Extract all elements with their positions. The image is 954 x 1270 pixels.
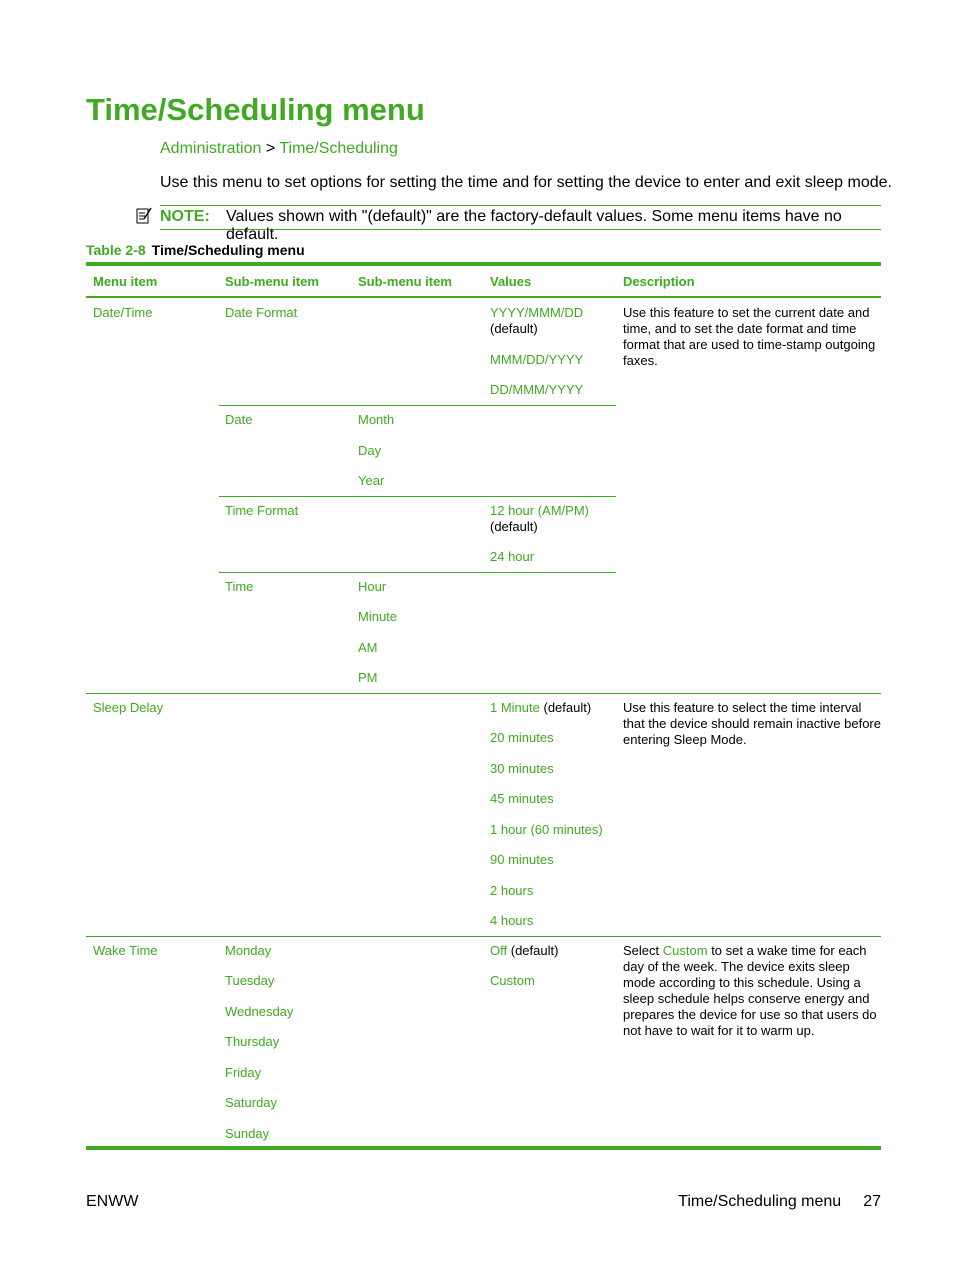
note-icon: [136, 207, 153, 225]
note-box: [160, 205, 881, 243]
submenu-month[interactable]: Month: [358, 412, 395, 427]
column-header-menu-item: Menu item: [93, 274, 158, 289]
submenu-minute[interactable]: Minute: [358, 609, 398, 624]
column-header-sub-menu-item-2: Sub-menu item: [358, 274, 452, 289]
description-sleep-delay: Use this feature to select the time interval that the device should remain inactive before entering Sleep Mode.: [623, 700, 881, 747]
description-text: Select: [623, 943, 660, 958]
column-header-description: Description: [623, 274, 695, 289]
footer-section: Time/Scheduling menu: [678, 1193, 842, 1210]
table-caption: [86, 242, 305, 258]
intro-paragraph: Use this menu to set options for setting the time and for setting the device to enter and exit sleep mode.: [160, 174, 892, 191]
submenu-day[interactable]: Day: [358, 443, 382, 458]
value-20-minutes[interactable]: 20 minutes: [490, 730, 554, 745]
row-divider: [86, 936, 881, 937]
default-marker: (default): [490, 519, 538, 534]
submenu-date-format[interactable]: Date Format: [225, 305, 298, 320]
submenu-sunday[interactable]: Sunday: [225, 1126, 270, 1141]
submenu-time[interactable]: Time: [225, 579, 254, 594]
value-link[interactable]: 1 Minute: [490, 700, 540, 715]
menu-item-date-time[interactable]: Date/Time: [93, 305, 153, 320]
footer-left: ENWW: [86, 1193, 139, 1210]
value-off: [490, 943, 558, 959]
row-divider: [219, 572, 616, 573]
table-title: Time/Scheduling menu: [151, 242, 305, 258]
description-text: to set a wake time for each day of the week. The device exits sleep mode according to this schedule. Using a sleep schedule helps conserve energy and prepares the device for use so that users do not have to wait for it to warm up.: [623, 943, 877, 1038]
breadcrumb-link-time-scheduling[interactable]: Time/Scheduling: [279, 140, 398, 157]
header-bottom-rule: [86, 296, 881, 298]
breadcrumb-separator: >: [265, 140, 276, 157]
value-12-hour: [490, 503, 589, 535]
note-label: NOTE:: [160, 208, 210, 225]
value-4-hours[interactable]: 4 hours: [490, 913, 534, 928]
menu-item-wake-time[interactable]: Wake Time: [93, 943, 158, 958]
value-2-hours[interactable]: 2 hours: [490, 883, 534, 898]
row-divider: [219, 496, 616, 497]
value-45-minutes[interactable]: 45 minutes: [490, 791, 554, 806]
submenu-date[interactable]: Date: [225, 412, 253, 427]
value-dd-mmm-yyyy[interactable]: DD/MMM/YYYY: [490, 382, 584, 397]
default-marker: (default): [543, 700, 592, 715]
value-link[interactable]: YYYY/MMM/DD: [490, 305, 584, 320]
value-link[interactable]: 12 hour (AM/PM): [490, 503, 589, 518]
value-mmm-dd-yyyy[interactable]: MMM/DD/YYYY: [490, 352, 584, 367]
breadcrumb-link-administration[interactable]: Administration: [160, 140, 262, 157]
row-divider: [86, 693, 881, 694]
submenu-pm[interactable]: PM: [358, 670, 378, 685]
breadcrumb: [160, 139, 398, 159]
value-custom[interactable]: Custom: [490, 973, 535, 988]
submenu-wednesday[interactable]: Wednesday: [225, 1004, 294, 1019]
value-30-minutes[interactable]: 30 minutes: [490, 761, 554, 776]
submenu-monday[interactable]: Monday: [225, 943, 272, 958]
page-title: Time/Scheduling menu: [86, 92, 425, 127]
submenu-year[interactable]: Year: [358, 473, 385, 488]
column-header-values: Values: [490, 274, 532, 289]
submenu-thursday[interactable]: Thursday: [225, 1034, 280, 1049]
table-top-rule: [86, 262, 881, 266]
value-90-minutes[interactable]: 90 minutes: [490, 852, 554, 867]
table-bottom-rule: [86, 1146, 881, 1150]
note-text: Values shown with "(default)" are the factory-default values. Some menu items have no default.: [226, 208, 842, 243]
footer-right: [678, 1193, 881, 1211]
menu-item-sleep-delay[interactable]: Sleep Delay: [93, 700, 164, 715]
submenu-am[interactable]: AM: [358, 640, 378, 655]
value-1-hour[interactable]: 1 hour (60 minutes): [490, 822, 603, 837]
value-link[interactable]: Off: [490, 943, 508, 958]
description-date-time: Use this feature to set the current date and time, and to set the date format and time format that are used to time-stamp outgoing faxes.: [623, 305, 876, 368]
submenu-friday[interactable]: Friday: [225, 1065, 262, 1080]
row-divider: [219, 405, 616, 406]
description-wake-time: [623, 943, 881, 1039]
submenu-time-format[interactable]: Time Format: [225, 503, 299, 518]
default-marker: (default): [490, 321, 538, 336]
table-number: Table 2-8: [86, 242, 146, 258]
value-1-minute: [490, 700, 591, 716]
page-number: 27: [863, 1193, 881, 1210]
description-link-custom[interactable]: Custom: [662, 943, 708, 958]
submenu-tuesday[interactable]: Tuesday: [225, 973, 275, 988]
value-yyyy-mmm-dd: [490, 305, 583, 337]
default-marker: (default): [510, 943, 559, 958]
column-header-sub-menu-item: Sub-menu item: [225, 274, 319, 289]
submenu-saturday[interactable]: Saturday: [225, 1095, 278, 1110]
submenu-hour[interactable]: Hour: [358, 579, 387, 594]
value-24-hour[interactable]: 24 hour: [490, 549, 535, 564]
